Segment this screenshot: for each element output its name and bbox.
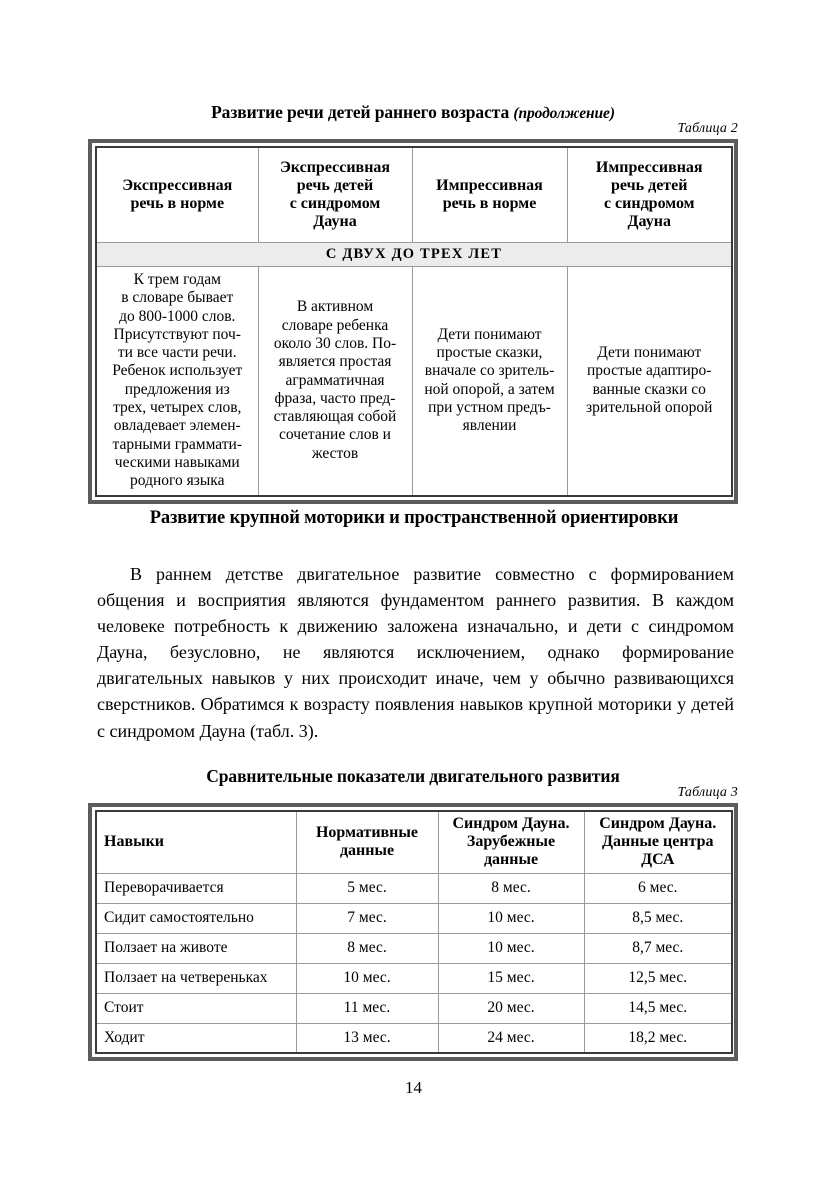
table3 xyxy=(95,810,733,1054)
table3-frame xyxy=(88,803,738,1061)
table2-body-cell-2: Дети понимают простые сказки, вначале со зритель- ной опорой, а затем при устном предъ- явлении xyxy=(412,266,567,496)
table2-body-cell-3: Дети понимают простые адаптиро- ванные сказки со зрительной опорой xyxy=(567,266,732,496)
table3-cell-r4-c3: 14,5 мес. xyxy=(584,993,732,1023)
section-paragraph: В раннем детстве двигательное развитие совместно с формированием общения и восприятия являются фундаментом раннего развития. В каждом человеке потребность к движению заложена изначально, и дети с синдромом Дауна, безусловно, не являются исключением, однако формирование двигательных навыков у них происходит иначе, чем у обычно развивающихся сверстников. Обратимся к возрасту появления навыков крупной моторики у детей с синдромом Дауна (табл. 3). xyxy=(97,564,734,741)
table2-header-cell-1: Экспрессивная речь детей с синдромом Дауна xyxy=(258,147,412,242)
table3-cell-r1-c1: 7 мес. xyxy=(296,903,438,933)
table2-header-cell-0: Экспрессивная речь в норме xyxy=(96,147,258,242)
table2-frame xyxy=(88,139,738,504)
table-row xyxy=(96,903,732,933)
table3-cell-r3-c2: 15 мес. xyxy=(438,963,584,993)
table2 xyxy=(95,146,733,497)
table3-header-cell-2: Синдром Дауна. Зарубежные данные xyxy=(438,811,584,873)
table3-cell-r5-c3: 18,2 мес. xyxy=(584,1023,732,1053)
page-number: 14 xyxy=(405,1078,422,1097)
table2-title-continuation: (продолжение) xyxy=(513,105,615,122)
table3-cell-r4-c1: 11 мес. xyxy=(296,993,438,1023)
table2-age-band-row xyxy=(96,242,732,266)
table3-cell-r1-c3: 8,5 мес. xyxy=(584,903,732,933)
table3-header-row xyxy=(96,811,732,873)
table2-body-cell-0: К трем годам в словаре бывает до 800-1000 слов. Присутствуют поч- ти все части речи. Ребенок использует предложения из трех, четырех слов, овладевает элемен- тарными граммати- ческими навыками родного языка xyxy=(96,266,258,496)
table3-cell-r1-c2: 10 мес. xyxy=(438,903,584,933)
table3-cell-r0-c2: 8 мес. xyxy=(438,873,584,903)
table3-cell-r4-c2: 20 мес. xyxy=(438,993,584,1023)
table-row xyxy=(96,963,732,993)
table3-header-cell-0: Навыки xyxy=(96,811,296,873)
table3-cell-r0-c1: 5 мес. xyxy=(296,873,438,903)
table3-header-cell-1: Нормативные данные xyxy=(296,811,438,873)
table2-header-cell-2: Импрессивная речь в норме xyxy=(412,147,567,242)
table-row xyxy=(96,993,732,1023)
table2-caption: Таблица 2 xyxy=(677,121,738,136)
table2-body-cell-1: В активном словаре ребенка около 30 слов. По- является простая аграмматичная фраза, часто пред- ставляющая собой сочетание слов и жестов xyxy=(258,266,412,496)
table3-cell-r2-c3: 8,7 мес. xyxy=(584,933,732,963)
table3-cell-r5-c1: 13 мес. xyxy=(296,1023,438,1053)
table2-body-row xyxy=(96,266,732,496)
table3-cell-r2-c2: 10 мес. xyxy=(438,933,584,963)
table3-cell-r5-c2: 24 мес. xyxy=(438,1023,584,1053)
table3-title: Сравнительные показатели двигательного развития xyxy=(206,766,620,786)
table2-title xyxy=(88,102,738,123)
table3-cell-r2-c1: 8 мес. xyxy=(296,933,438,963)
table-row xyxy=(96,1023,732,1053)
table3-cell-r0-c3: 6 мес. xyxy=(584,873,732,903)
table2-header-cell-3: Импрессивная речь детей с синдромом Дауна xyxy=(567,147,732,242)
table3-body xyxy=(96,811,732,1053)
table3-cell-r1-c0: Сидит самостоятельно xyxy=(96,903,296,933)
table3-cell-r3-c3: 12,5 мес. xyxy=(584,963,732,993)
table2-header-row xyxy=(96,147,732,242)
table-row xyxy=(96,873,732,903)
table3-caption: Таблица 3 xyxy=(677,785,738,800)
table2-age-band-label: С ДВУХ ДО ТРЕХ ЛЕТ xyxy=(96,242,732,266)
table3-cell-r4-c0: Стоит xyxy=(96,993,296,1023)
table3-cell-r3-c1: 10 мес. xyxy=(296,963,438,993)
table3-cell-r0-c0: Переворачивается xyxy=(96,873,296,903)
table3-cell-r3-c0: Ползает на четвереньках xyxy=(96,963,296,993)
table3-header-cell-3: Синдром Дауна. Данные центра ДСА xyxy=(584,811,732,873)
table-row xyxy=(96,933,732,963)
section-heading: Развитие крупной моторики и пространственной ориентировки xyxy=(149,508,679,528)
table2-title-main: Развитие речи детей раннего возраста xyxy=(211,102,510,122)
table3-cell-r2-c0: Ползает на животе xyxy=(96,933,296,963)
table3-cell-r5-c0: Ходит xyxy=(96,1023,296,1053)
